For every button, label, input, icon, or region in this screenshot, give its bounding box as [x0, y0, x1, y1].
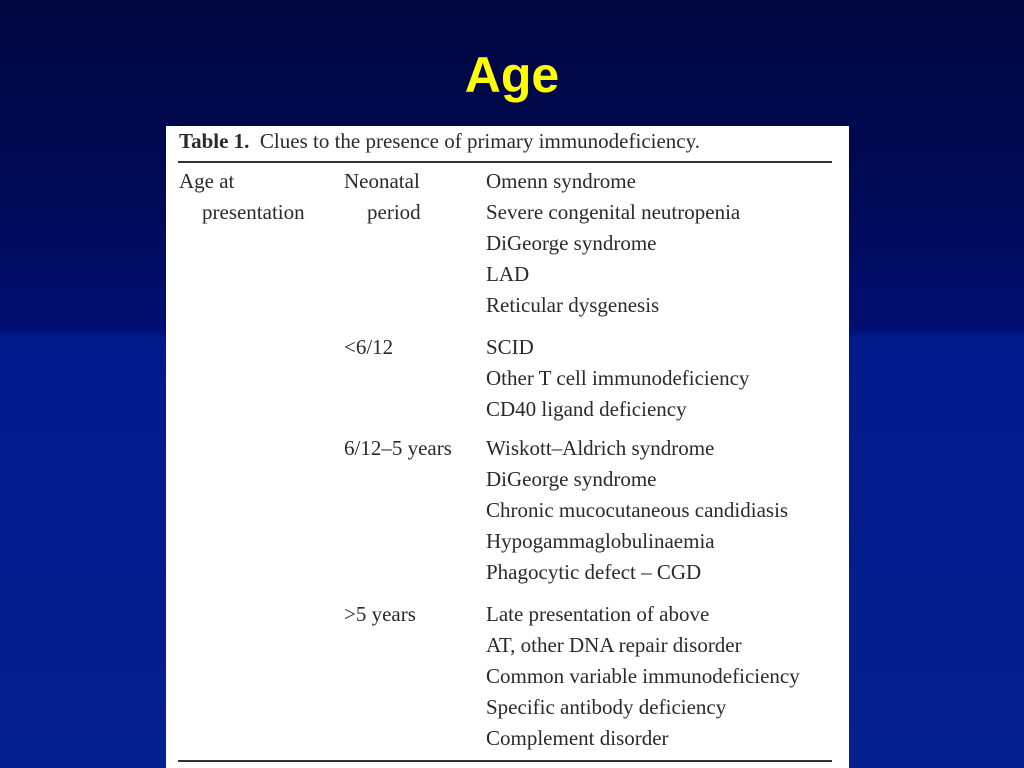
list-item: AT, other DNA repair disorder: [486, 633, 742, 657]
list-item: Chronic mucocutaneous candidiasis: [486, 498, 789, 522]
table-top-rule: [178, 161, 832, 163]
group-over-5-years-items: [486, 599, 800, 754]
period-line1: <6/12: [344, 335, 394, 359]
list-item: Wiskott–Aldrich syndrome: [486, 436, 715, 460]
table-caption: [179, 128, 700, 154]
group-neonatal-items: [486, 166, 740, 321]
list-item: Specific antibody deficiency: [486, 695, 727, 719]
period-line2: period: [367, 200, 421, 224]
list-item: Other T cell immunodeficiency: [486, 366, 750, 390]
list-item: LAD: [486, 262, 530, 286]
period-under-6-months: [344, 332, 393, 363]
list-item: Hypogammaglobulinaemia: [486, 529, 715, 553]
list-item: Severe congenital neutropenia: [486, 200, 741, 224]
list-item: CD40 ligand deficiency: [486, 397, 687, 421]
list-item: Complement disorder: [486, 726, 669, 750]
table-image: [166, 126, 849, 768]
group-under-6-months-items: [486, 332, 749, 425]
row-header: [179, 166, 305, 228]
table-caption-label: Table 1.: [179, 129, 250, 153]
period-line1: Neonatal: [344, 169, 420, 193]
list-item: SCID: [486, 335, 534, 359]
table-bottom-rule: [178, 760, 832, 762]
row-header-line1: Age at: [179, 169, 235, 193]
period-line1: 6/12–5 years: [344, 436, 452, 460]
list-item: Late presentation of above: [486, 602, 710, 626]
list-item: Phagocytic defect – CGD: [486, 560, 702, 584]
list-item: DiGeorge syndrome: [486, 467, 657, 491]
period-6-months-to-5-years: [344, 433, 452, 464]
list-item: Reticular dysgenesis: [486, 293, 660, 317]
list-item: DiGeorge syndrome: [486, 231, 657, 255]
list-item: Common variable immunodeficiency: [486, 664, 800, 688]
group-6-months-to-5-years-items: [486, 433, 788, 588]
period-line1: >5 years: [344, 602, 416, 626]
row-header-line2: presentation: [202, 200, 305, 224]
list-item: Omenn syndrome: [486, 169, 636, 193]
period-over-5-years: [344, 599, 416, 630]
slide-title: Age: [464, 47, 560, 103]
period-neonatal: [344, 166, 421, 228]
table-caption-text: Clues to the presence of primary immunodeficiency.: [259, 129, 700, 153]
